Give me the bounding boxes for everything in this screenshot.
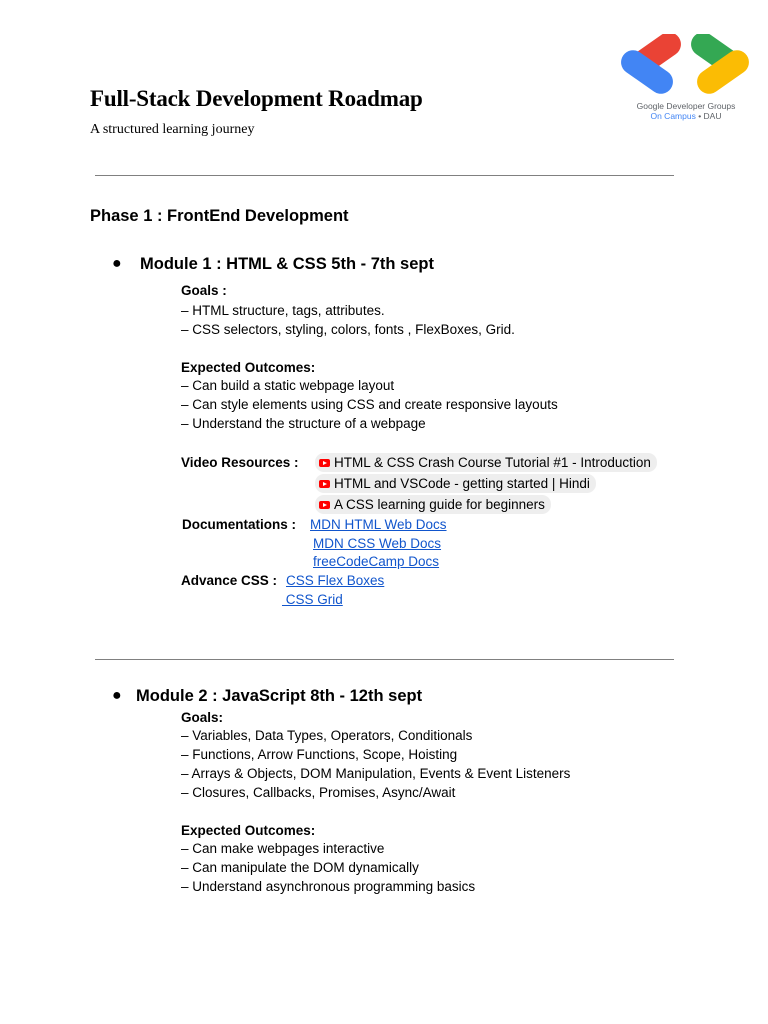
- phase-1-title: Phase 1 : FrontEnd Development: [90, 207, 349, 225]
- logo-caption-separator: •: [695, 111, 704, 121]
- module-2-outcomes-label: Expected Outcomes:: [181, 823, 316, 838]
- video-chip[interactable]: [315, 474, 596, 493]
- module-1-goal: – HTML structure, tags, attributes.: [181, 303, 385, 318]
- logo-caption-line2: [616, 111, 756, 121]
- module-2-goal: – Functions, Arrow Functions, Scope, Hoisting: [181, 747, 458, 762]
- video-chip[interactable]: [315, 453, 657, 472]
- advance-link-grid[interactable]: CSS Grid: [282, 592, 343, 607]
- youtube-icon: [319, 501, 330, 509]
- module-2-outcome: – Can manipulate the DOM dynamically: [181, 860, 419, 875]
- logo-caption-line1: Google Developer Groups: [636, 101, 736, 111]
- doc-link-freecodecamp[interactable]: freeCodeCamp Docs: [313, 554, 440, 569]
- logo-caption-on-campus: On Campus: [650, 111, 696, 121]
- gdg-logo-right-chevron: [686, 34, 753, 98]
- video-chip-label: HTML & CSS Crash Course Tutorial #1 - Introduction: [334, 455, 651, 470]
- video-resources-label: Video Resources :: [181, 455, 299, 470]
- gdg-logo-left-chevron: [616, 34, 685, 98]
- divider-module: [95, 659, 674, 660]
- page-subtitle: A structured learning journey: [90, 122, 255, 137]
- video-chip[interactable]: [315, 495, 551, 514]
- youtube-icon: [319, 480, 330, 488]
- doc-link-mdn-html[interactable]: MDN HTML Web Docs: [310, 517, 447, 532]
- page-title: Full-Stack Development Roadmap: [90, 86, 423, 111]
- module-2-goal: – Arrays & Objects, DOM Manipulation, Events & Event Listeners: [181, 766, 571, 781]
- logo-caption-dau: DAU: [703, 111, 722, 121]
- divider-top: [95, 175, 674, 176]
- module-2-goal: – Closures, Callbacks, Promises, Async/Await: [181, 785, 456, 800]
- doc-link-mdn-css[interactable]: MDN CSS Web Docs: [313, 536, 442, 551]
- module-1-bullet: ●: [112, 255, 122, 272]
- module-1-goal: – CSS selectors, styling, colors, fonts , FlexBoxes, Grid.: [181, 322, 515, 337]
- video-chip-label: A CSS learning guide for beginners: [334, 497, 545, 512]
- module-1-title: Module 1 : HTML & CSS 5th - 7th sept: [140, 255, 434, 273]
- module-2-bullet: ●: [112, 687, 122, 704]
- module-2-outcome: – Can make webpages interactive: [181, 841, 385, 856]
- advance-css-label: Advance CSS :: [181, 573, 278, 588]
- module-2-title: Module 2 : JavaScript 8th - 12th sept: [136, 687, 423, 705]
- module-1-outcome: – Understand the structure of a webpage: [181, 416, 426, 431]
- module-1-goals-label: Goals :: [181, 283, 227, 298]
- documentations-label: Documentations :: [182, 517, 297, 532]
- advance-link-flexbox[interactable]: CSS Flex Boxes: [286, 573, 385, 588]
- module-1-outcome: – Can style elements using CSS and create responsive layouts: [181, 397, 558, 412]
- module-1-outcomes-label: Expected Outcomes:: [181, 360, 316, 375]
- module-2-outcome: – Understand asynchronous programming basics: [181, 879, 476, 894]
- video-chip-label: HTML and VSCode - getting started | Hindi: [334, 476, 590, 491]
- youtube-icon: [319, 459, 330, 467]
- module-2-goal: – Variables, Data Types, Operators, Conditionals: [181, 728, 473, 743]
- module-1-outcome: – Can build a static webpage layout: [181, 378, 395, 393]
- module-2-goals-label: Goals:: [181, 710, 224, 725]
